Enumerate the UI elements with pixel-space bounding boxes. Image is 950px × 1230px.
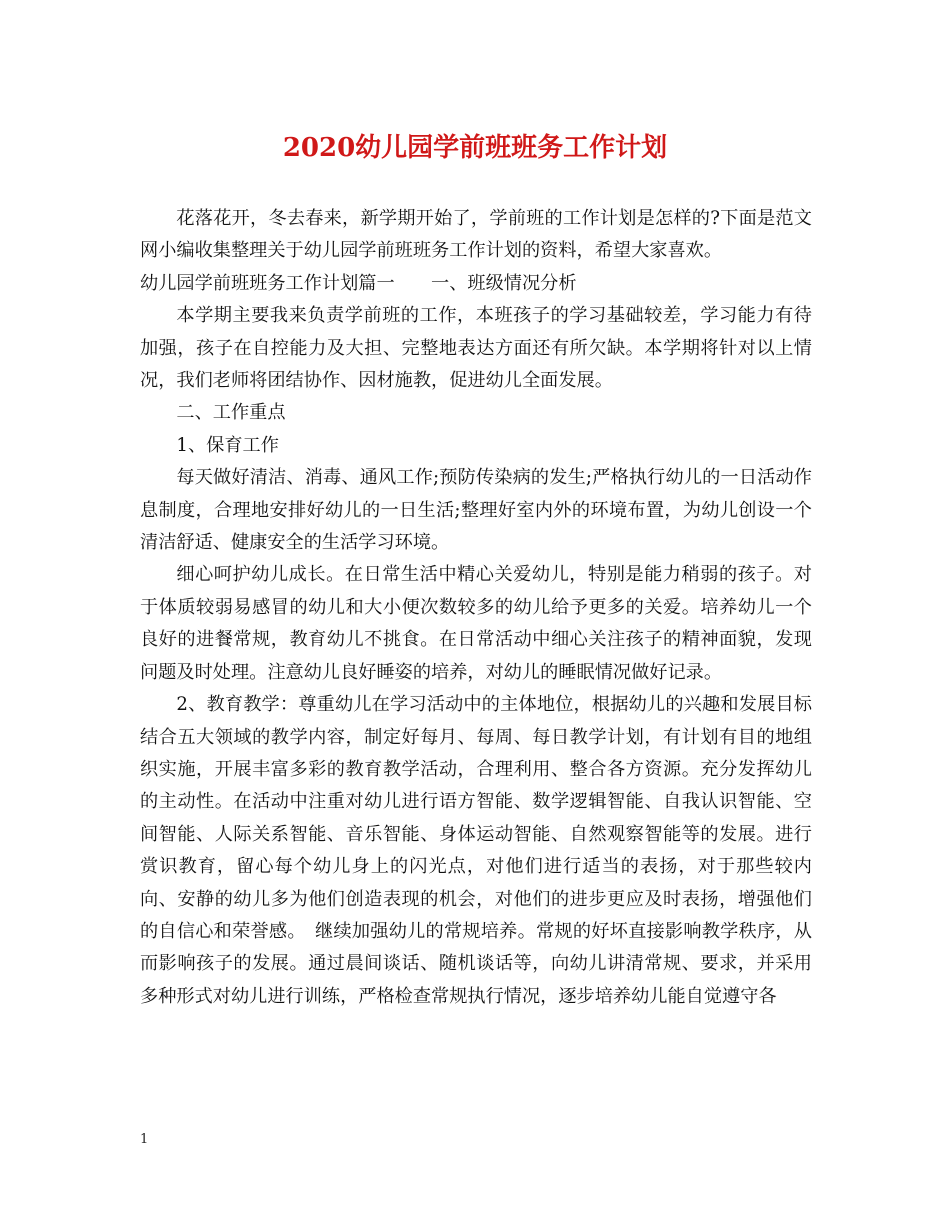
paragraph-education-teaching: 2、教育教学：尊重幼儿在学习活动中的主体地位，根据幼儿的兴趣和发展目标结合五大领域的教学内容，制定好每月、每周、每日教学计划，有计划有目的地组织实施，开展丰富多彩的教育教学活动，合理利用、整合各方资源。充分发挥幼儿的主动性。在活动中注重对幼儿进行语方智能、数学逻辑智能、自我认识智能、空间智能、人际关系智能、音乐智能、身体运动智能、自然观察智能等的发展。进行赏识教育，留心每个幼儿身上的闪光点，对他们进行适当的表扬，对于那些较内向、安静的幼儿多为他们创造表现的机会，对他们的进步更应及时表扬，增强他们的自信心和荣誉感。 继续加强幼儿的常规培养。常规的好坏直接影响教学秩序，从而影响孩子的发展。通过晨间谈话、随机谈话等，向幼儿讲清常规、要求，并采用多种形式对幼儿进行训练，严格检查常规执行情况，逐步培养幼儿能自觉遵守各 bbox=[140, 694, 812, 1007]
paragraph-intro: 花落花开，冬去春来，新学期开始了，学前班的工作计划是怎样的?下面是范文网小编收集整理关于幼儿园学前班班务工作计划的资料，希望大家喜欢。 bbox=[140, 208, 812, 262]
paragraph-care-heading: 1、保育工作 bbox=[176, 434, 279, 456]
page-number: 1 bbox=[140, 1132, 149, 1147]
paragraph-careful-nurture: 细心呵护幼儿成长。在日常生活中精心关爱幼儿，特别是能力稍弱的孩子。对于体质较弱易感冒的幼儿和大小便次数较多的幼儿给予更多的关爱。培养幼儿一个良好的进餐常规，教育幼儿不挑食。在日常活动中细心关注孩子的精神面貌，发现问题及时处理。注意幼儿良好睡姿的培养，对幼儿的睡眠情况做好记录。 bbox=[140, 564, 812, 683]
paragraph-daily-care: 每天做好清洁、消毒、通风工作;预防传染病的发生;严格执行幼儿的一日活动作息制度，合理地安排好幼儿的一日生活;整理好室内外的环境布置，为幼儿创设一个清洁舒适、健康安全的生活学习环境。 bbox=[140, 467, 812, 554]
paragraph-work-focus-heading: 二、工作重点 bbox=[176, 402, 286, 424]
document-title: 2020幼儿园学前班班务工作计划 bbox=[282, 133, 668, 163]
paragraph-class-analysis: 本学期主要我来负责学前班的工作，本班孩子的学习基础较差，学习能力有待加强，孩子在自控能力及大担、完整地表达方面还有所欠缺。本学期将针对以上情况，我们老师将团结协作、因材施教，促进幼儿全面发展。 bbox=[140, 305, 812, 392]
document-body bbox=[140, 203, 812, 1013]
paragraph-section-heading: 幼儿园学前班班务工作计划篇一 一、班级情况分析 bbox=[140, 272, 577, 294]
